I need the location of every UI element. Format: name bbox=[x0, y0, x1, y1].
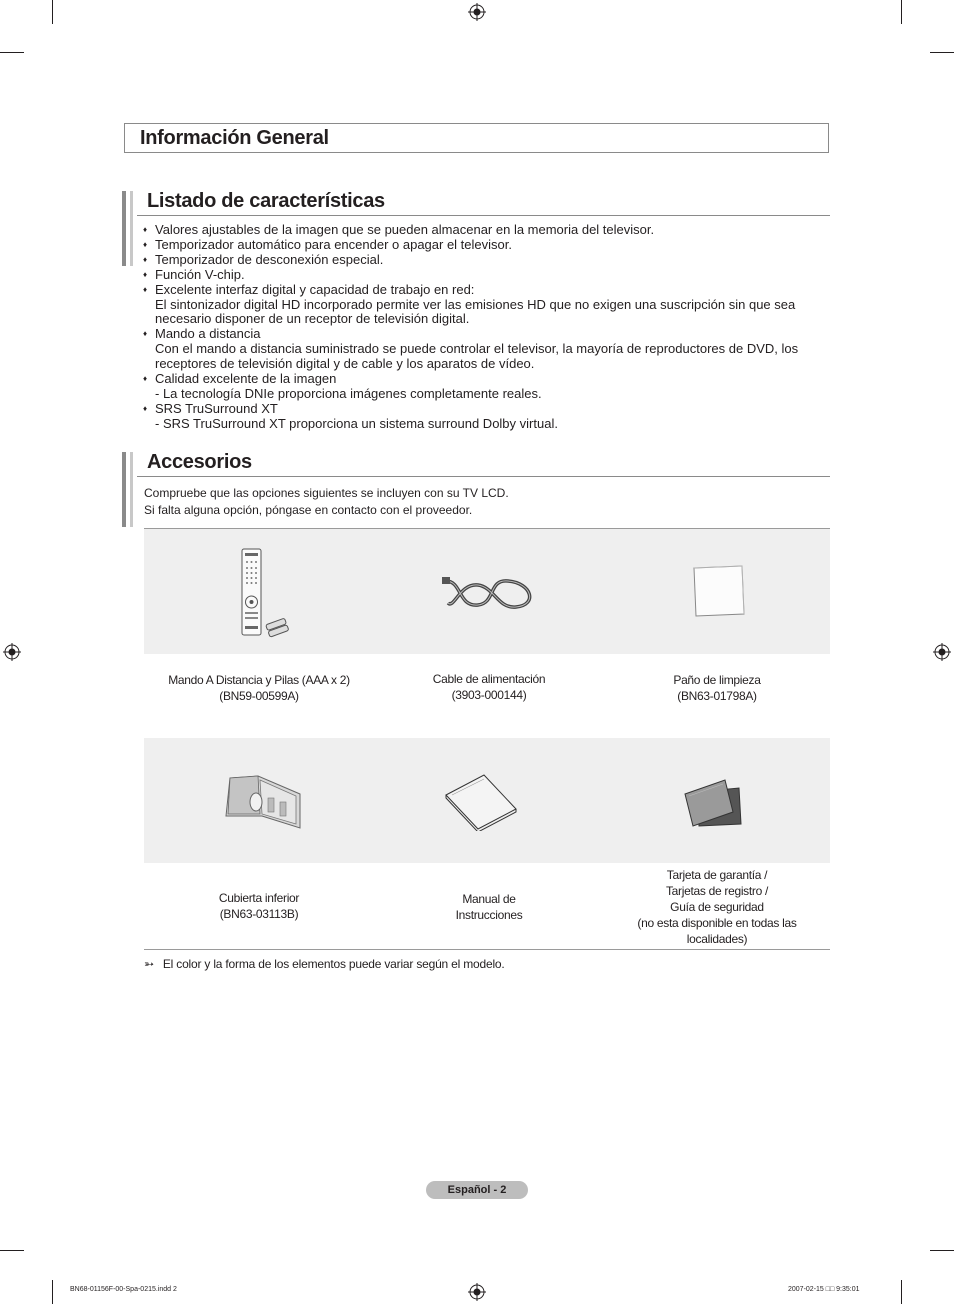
crop-mark bbox=[52, 1280, 53, 1304]
registration-mark-icon bbox=[933, 643, 951, 661]
accessory-caption: Mando A Distancia y Pilas (AAA x 2) (BN59-00599A) bbox=[168, 673, 350, 703]
registration-mark-icon bbox=[468, 1283, 486, 1301]
footer-file-name: BN68-01156F-00-Spa-0215.indd 2 bbox=[70, 1286, 177, 1293]
accessories-heading: Accesorios bbox=[147, 451, 252, 473]
main-title-box bbox=[124, 123, 829, 153]
features-heading: Listado de características bbox=[147, 190, 385, 212]
cleaning-cloth-icon bbox=[690, 564, 748, 618]
list-item: ♦ Función V-chip. bbox=[143, 268, 823, 283]
list-item: ♦ Mando a distancia Con el mando a distancia suministrado se puede controlar el televisor, la mayoría de reproductores de DVD, los receptores de televisión digital y de cable y los aparatos de vídeo. bbox=[143, 327, 823, 372]
crop-mark bbox=[901, 1280, 902, 1304]
accessories-intro-line2: Si falta alguna opción, póngase en contacto con el proveedor. bbox=[144, 503, 473, 517]
footer-timestamp: 2007-02-15 □□ 9:35:01 bbox=[788, 1286, 860, 1293]
section-marker bbox=[122, 191, 126, 266]
crop-mark bbox=[0, 1250, 24, 1251]
list-item: ♦ Temporizador automático para encender o apagar el televisor. bbox=[143, 238, 823, 253]
accessory-caption: Cubierta inferior (BN63-03113B) bbox=[218, 891, 300, 921]
page-number-badge: Español - 2 bbox=[426, 1181, 528, 1199]
list-item: ♦ Calidad excelente de la imagen - La tecnología DNIe proporciona imágenes completamente reales. bbox=[143, 372, 823, 402]
registration-mark-icon bbox=[3, 643, 21, 661]
registration-mark-icon bbox=[468, 3, 486, 21]
accessory-caption: Paño de limpieza (BN63-01798A) bbox=[673, 673, 761, 703]
list-item: ♦ SRS TruSurround XT - SRS TruSurround XT proporciona un sistema surround Dolby virtual. bbox=[143, 402, 823, 432]
power-cable-icon bbox=[442, 575, 540, 613]
manual-icon bbox=[444, 773, 518, 831]
section-marker bbox=[130, 191, 133, 266]
crop-mark bbox=[0, 52, 24, 53]
note: ➳ El color y la forma de los elementos puede variar según el modelo. bbox=[144, 957, 505, 971]
bottom-cover-icon bbox=[222, 772, 304, 830]
section-divider bbox=[137, 215, 830, 216]
crop-mark bbox=[52, 0, 53, 24]
remote-control-icon bbox=[222, 546, 292, 638]
accessories-intro-line1: Compruebe que las opciones siguientes se incluyen con su TV LCD. bbox=[144, 486, 509, 500]
crop-mark bbox=[901, 0, 902, 24]
accessory-caption: Tarjeta de garantía / Tarjetas de registro / Guía de seguridad (no esta disponible en todas las localidades) bbox=[637, 868, 797, 946]
list-item: ♦ Temporizador de desconexión especial. bbox=[143, 253, 823, 268]
list-item: ♦ Valores ajustables de la imagen que se pueden almacenar en la memoria del televisor. bbox=[143, 223, 823, 238]
list-item: ♦ Excelente interfaz digital y capacidad de trabajo en red: El sintonizador digital HD incorporado permite ver las emisiones HD que no exigen una suscripción sin que sea necesario disponer de un receptor de televisión digital. bbox=[143, 283, 823, 328]
note-arrow-icon: ➳ bbox=[144, 957, 154, 971]
accessory-caption: Manual de Instrucciones bbox=[455, 892, 523, 922]
section-marker bbox=[130, 452, 133, 527]
crop-mark bbox=[930, 1250, 954, 1251]
warranty-cards-icon bbox=[683, 778, 743, 828]
page-title: Información General bbox=[140, 127, 329, 149]
accessory-caption: Cable de alimentación (3903-000144) bbox=[432, 672, 546, 702]
features-list bbox=[143, 223, 823, 432]
crop-mark bbox=[930, 52, 954, 53]
section-marker bbox=[122, 452, 126, 527]
section-divider bbox=[137, 476, 830, 477]
table-border bbox=[144, 949, 830, 950]
